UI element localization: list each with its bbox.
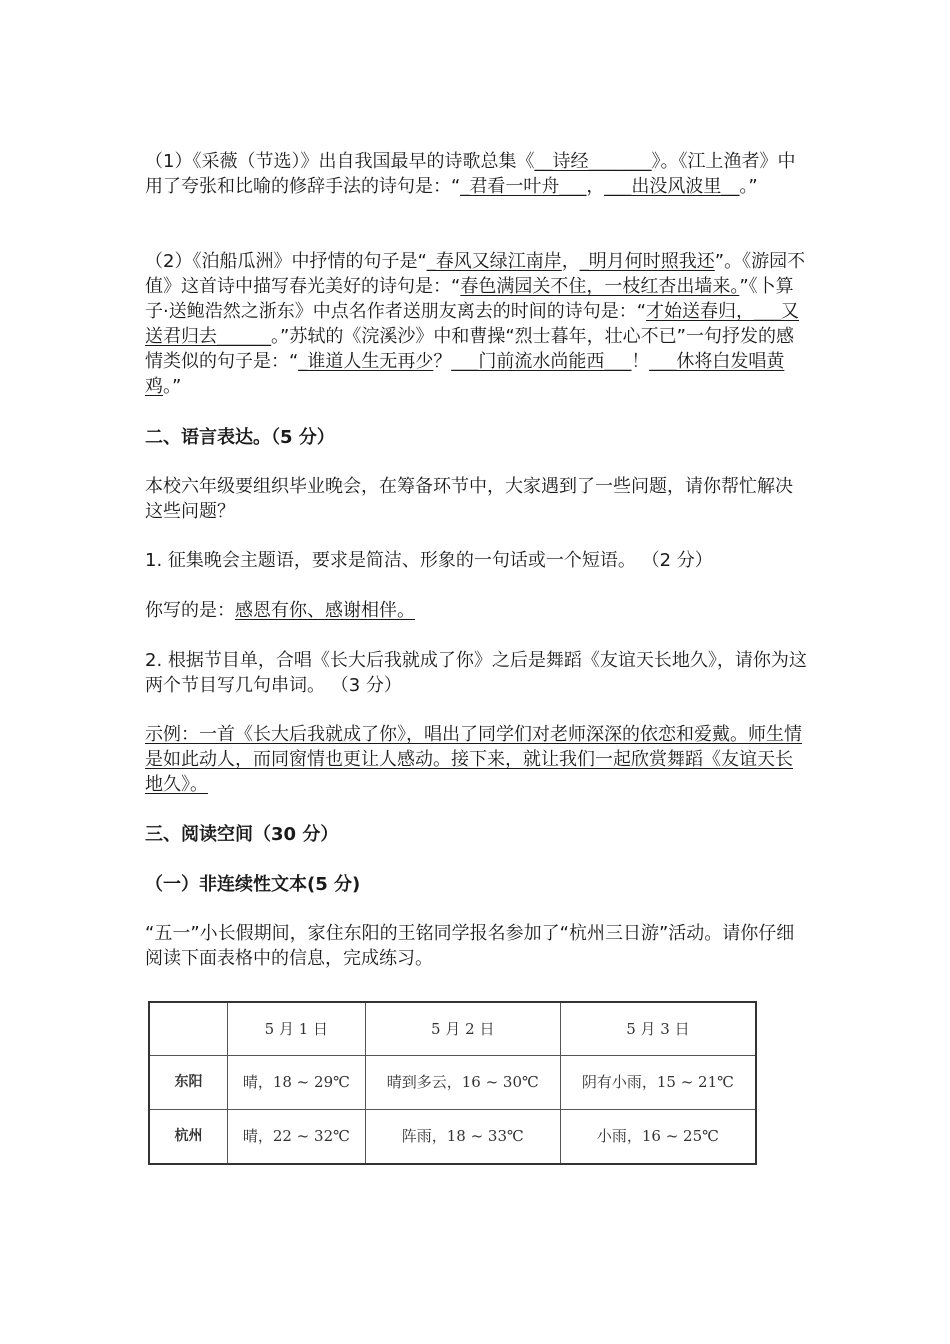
q2-text-e: ”。《游园不值》这首诗中描写春光美好的诗句是：“ — [145, 251, 806, 297]
section-3-intro: “五一”小长假期间，家住东阳的王铭同学报名参加了“杭州三日游”活动。请你仔细阅读下面表格中的信息，完成练习。 — [145, 923, 795, 969]
answer-1-text: 感恩有你、感谢相伴。 — [235, 600, 415, 621]
q2-answer-mingyue: _明月何时照我还 — [579, 251, 715, 272]
q1-text-g: 。” — [739, 176, 758, 197]
answer-1-label: 你写的是： — [145, 600, 235, 621]
q2-answer-shuidao: _谁道人生无再少 — [298, 351, 434, 372]
q2-answer-chunse: 春色满园关不住，一枝红杏出墙来。 — [460, 276, 740, 297]
section-2-answer-1 — [145, 598, 810, 623]
weather-table — [148, 1001, 757, 1165]
section-2-heading: 二、语言表达。（5 分） — [145, 427, 335, 448]
q2-text-i: 。”苏轼的《浣溪沙》中和曹操“烈士暮年，壮心不已”一句抒发的感情类似的句子是：“ — [145, 326, 794, 372]
question-1 — [145, 149, 810, 199]
q1-answer-line2: ___出没风波里__ — [604, 176, 740, 197]
section-2-answer-2 — [145, 722, 810, 797]
table-city-cell: 杭州 — [149, 1110, 228, 1165]
table-cell: 阴有小雨，15 ~ 21℃ — [560, 1056, 756, 1110]
q2-text-a: （2）《泊船瓜洲》中抒情的句子是“ — [145, 251, 427, 272]
section-2-intro: 本校六年级要组织毕业晚会，在筹备环节中，大家遇到了一些问题，请你帮忙解决这些问题？ — [145, 476, 793, 522]
q1-text-e: ， — [586, 176, 605, 197]
table-cell: 阵雨，18 ~ 33℃ — [365, 1110, 560, 1165]
q2-answer-chunfeng: _春风又绿江南岸 — [426, 251, 562, 272]
q2-text-k: ？ — [433, 351, 452, 372]
q2-text-m: ！ — [631, 351, 650, 372]
table-cell: 小雨，16 ~ 25℃ — [560, 1110, 756, 1165]
table-header-may1: 5 月 1 日 — [228, 1002, 366, 1056]
q1-answer-line1: _君看一叶舟___ — [460, 176, 587, 197]
table-header-may2: 5 月 2 日 — [365, 1002, 560, 1056]
section-3-subheading: （一）非连续性文本(5 分) — [145, 874, 361, 895]
q2-answer-songchun: 才始送春归，___又送君归去______ — [145, 301, 800, 347]
section-2-item-2: 2. 根据节目单，合唱《长大后我就成了你》之后是舞蹈《友谊天长地久》，请你为这两个节目写几句串词。 （3 分） — [145, 650, 807, 696]
section-3-heading: 三、阅读空间（30 分） — [145, 824, 339, 845]
q2-answer-menqian: ___门前流水尚能西___ — [451, 351, 632, 372]
q1-text-a: （1）《采薇（节选）》出自我国最早的诗歌总集《 — [145, 151, 535, 172]
q2-text-c: ， — [561, 251, 580, 272]
table-row — [149, 1056, 756, 1110]
q1-text-c: 》。《江上渔者》中用了夸张和比喻的修辞手法的诗句是：“ — [145, 151, 796, 197]
q2-answer-xiujiang: ___休将白发唱黄鸡 — [145, 351, 785, 397]
q1-answer-shijing: __诗经_______ — [534, 151, 652, 172]
table-row — [149, 1110, 756, 1165]
table-city-cell: 东阳 — [149, 1056, 228, 1110]
section-2-item-1: 1. 征集晚会主题语，要求是简洁、形象的一句话或一个短语。 （2 分） — [145, 550, 713, 571]
table-cell: 晴，22 ~ 32℃ — [228, 1110, 366, 1165]
table-header-may3: 5 月 3 日 — [560, 1002, 756, 1056]
table-header-row — [149, 1002, 756, 1056]
table-cell: 晴到多云，16 ~ 30℃ — [365, 1056, 560, 1110]
table-cell: 晴，18 ~ 29℃ — [228, 1056, 366, 1110]
q2-text-g: ”《卜算子·送鲍浩然之浙东》中点名作者送朋友离去的时间的诗句是：“ — [145, 276, 794, 322]
q2-text-o: 。” — [163, 376, 182, 397]
table-corner-cell — [149, 1002, 228, 1056]
question-2 — [145, 249, 810, 399]
answer-2-text: 示例：一首《长大后我就成了你》，唱出了同学们对老师深深的依恋和爱戴。师生情是如此动人，而同窗情也更让人感动。接下来，就让我们一起欣赏舞蹈《友谊天长地久》。 — [145, 724, 802, 795]
